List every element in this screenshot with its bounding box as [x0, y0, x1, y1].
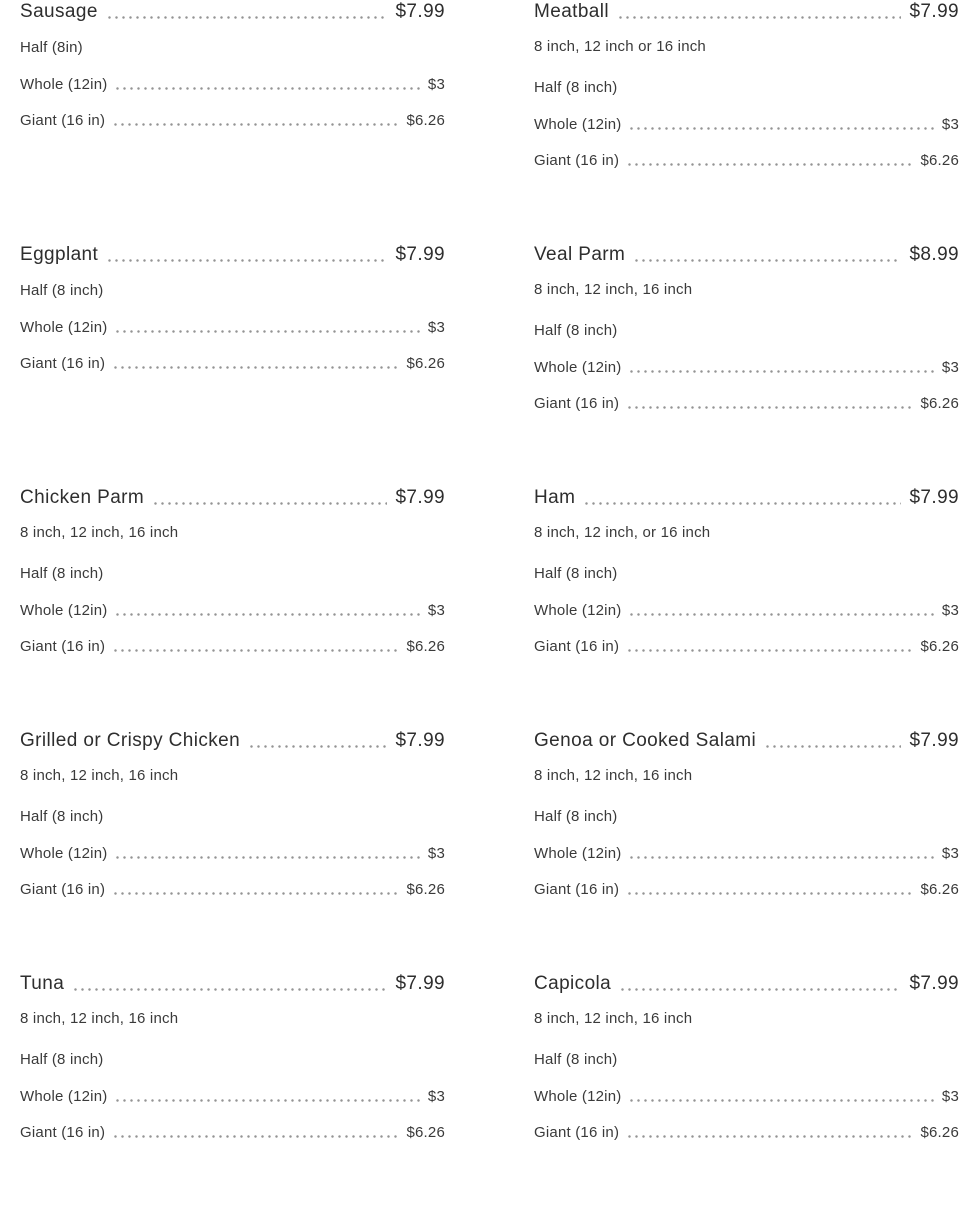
size-option-price: $6.26 [406, 112, 445, 129]
menu-item [534, 486, 959, 729]
menu-item-header [20, 729, 445, 753]
size-option-row [534, 564, 959, 583]
dotted-leader [112, 366, 399, 369]
menu-item-name: Sausage [20, 1, 98, 22]
menu-item [20, 243, 445, 486]
size-option-row [20, 75, 445, 94]
menu-item-price: $7.99 [395, 1, 445, 22]
size-option-price: $6.26 [406, 355, 445, 372]
dotted-leader [152, 502, 387, 505]
size-option-label: Half (8 inch) [20, 1051, 104, 1068]
size-option-row [20, 807, 445, 826]
dotted-leader [626, 406, 913, 409]
menu-item-options [534, 78, 959, 170]
size-option-price: $6.26 [920, 638, 959, 655]
size-option-row [20, 844, 445, 863]
menu-item-name: Capicola [534, 973, 612, 994]
menu-item [534, 729, 959, 972]
size-option-price: $3 [941, 359, 959, 376]
menu-item-sizes-subtitle: 8 inch, 12 inch, or 16 inch [534, 524, 711, 541]
size-option-label: Giant (16 in) [20, 1124, 106, 1141]
size-option-label: Half (8 inch) [534, 1051, 618, 1068]
dotted-leader [112, 892, 399, 895]
size-option-label: Whole (12in) [20, 76, 108, 93]
size-option-label: Half (8 inch) [20, 565, 104, 582]
dotted-leader [114, 613, 420, 616]
menu-item-sizes-subtitle: 8 inch, 12 inch, 16 inch [20, 524, 179, 541]
dotted-leader [106, 16, 388, 19]
size-option-label: Whole (12in) [534, 359, 622, 376]
size-option-label: Half (8 inch) [20, 282, 104, 299]
size-option-row [20, 1123, 445, 1142]
size-option-label: Half (8 inch) [534, 808, 618, 825]
menu-item-header [20, 243, 445, 267]
menu-item-name: Tuna [20, 973, 65, 994]
dotted-leader [626, 163, 913, 166]
menu-item-options [20, 1050, 445, 1142]
size-option-label: Half (8 inch) [534, 79, 618, 96]
size-option-label: Giant (16 in) [534, 638, 620, 655]
menu-item-name: Eggplant [20, 244, 99, 265]
menu-item-options [20, 564, 445, 656]
size-option-row [20, 880, 445, 899]
menu-item-price: $7.99 [909, 730, 959, 751]
menu-item-options [20, 807, 445, 899]
size-option-label: Half (8 inch) [20, 808, 104, 825]
menu-item-options [20, 38, 445, 130]
menu-item-name: Chicken Parm [20, 487, 145, 508]
size-option-label: Whole (12in) [20, 1088, 108, 1105]
size-option-label: Giant (16 in) [20, 112, 106, 129]
size-option-row [534, 321, 959, 340]
size-option-label: Half (8in) [20, 39, 83, 56]
size-option-label: Giant (16 in) [534, 881, 620, 898]
menu-item-name: Ham [534, 487, 576, 508]
menu-item-price: $7.99 [395, 487, 445, 508]
menu-item [20, 972, 445, 1215]
menu-item-price: $7.99 [395, 973, 445, 994]
size-option-price: $6.26 [920, 1124, 959, 1141]
menu-item-price: $7.99 [395, 244, 445, 265]
size-option-row [534, 601, 959, 620]
menu-item-sizes-subtitle: 8 inch, 12 inch, 16 inch [534, 767, 693, 784]
menu-item-sizes-subtitle: 8 inch, 12 inch, 16 inch [534, 281, 693, 298]
size-option-label: Whole (12in) [20, 845, 108, 862]
menu-item-sizes-subtitle: 8 inch, 12 inch, 16 inch [20, 1010, 179, 1027]
size-option-row [20, 111, 445, 130]
dotted-leader [628, 1099, 934, 1102]
menu-item-price: $7.99 [395, 730, 445, 751]
size-option-label: Whole (12in) [534, 116, 622, 133]
size-option-price: $6.26 [920, 395, 959, 412]
menu-item-header [20, 486, 445, 510]
size-option-row [20, 1050, 445, 1069]
dotted-leader [114, 856, 420, 859]
menu-item-name: Genoa or Cooked Salami [534, 730, 757, 751]
size-option-label: Whole (12in) [534, 602, 622, 619]
size-option-row [534, 394, 959, 413]
menu-item-header [534, 729, 959, 753]
size-option-label: Giant (16 in) [534, 1124, 620, 1141]
size-option-price: $3 [427, 319, 445, 336]
menu-item-price: $7.99 [909, 487, 959, 508]
size-option-label: Giant (16 in) [20, 638, 106, 655]
size-option-label: Half (8 inch) [534, 565, 618, 582]
size-option-label: Giant (16 in) [20, 881, 106, 898]
size-option-label: Whole (12in) [534, 845, 622, 862]
size-option-price: $3 [427, 1088, 445, 1105]
menu-item-sizes-subtitle: 8 inch, 12 inch or 16 inch [534, 38, 706, 55]
size-option-price: $6.26 [406, 638, 445, 655]
menu-item-header [534, 486, 959, 510]
menu-item [534, 243, 959, 486]
size-option-label: Half (8 inch) [534, 322, 618, 339]
menu-item-options [534, 807, 959, 899]
dotted-leader [628, 127, 934, 130]
dotted-leader [628, 370, 934, 373]
menu-item [20, 0, 445, 243]
dotted-leader [628, 856, 934, 859]
dotted-leader [626, 892, 913, 895]
dotted-leader [114, 87, 420, 90]
size-option-price: $3 [941, 845, 959, 862]
menu-item [20, 729, 445, 972]
size-option-label: Whole (12in) [20, 602, 108, 619]
size-option-row [20, 38, 445, 57]
size-option-label: Whole (12in) [20, 319, 108, 336]
size-option-row [534, 844, 959, 863]
size-option-label: Giant (16 in) [534, 395, 620, 412]
dotted-leader [72, 988, 387, 991]
menu-item-price: $7.99 [909, 1, 959, 22]
menu-item-options [20, 281, 445, 373]
menu-item-name: Veal Parm [534, 244, 626, 265]
size-option-row [534, 1087, 959, 1106]
size-option-row [534, 807, 959, 826]
dotted-leader [617, 16, 901, 19]
dotted-leader [114, 1099, 420, 1102]
size-option-label: Giant (16 in) [534, 152, 620, 169]
size-option-row [534, 880, 959, 899]
size-option-row [20, 601, 445, 620]
menu-item-price: $8.99 [909, 244, 959, 265]
size-option-row [534, 358, 959, 377]
menu-item-sizes-subtitle: 8 inch, 12 inch, 16 inch [20, 767, 179, 784]
dotted-leader [764, 745, 901, 748]
size-option-row [534, 1050, 959, 1069]
dotted-leader [626, 649, 913, 652]
menu-item [534, 0, 959, 243]
menu-item [20, 486, 445, 729]
menu-item-options [534, 1050, 959, 1142]
dotted-leader [114, 330, 420, 333]
size-option-row [534, 151, 959, 170]
dotted-leader [112, 1135, 399, 1138]
menu-item-name: Grilled or Crispy Chicken [20, 730, 241, 751]
menu-item-header [534, 0, 959, 24]
size-option-price: $3 [941, 116, 959, 133]
size-option-row [20, 354, 445, 373]
dotted-leader [619, 988, 901, 991]
size-option-price: $3 [427, 602, 445, 619]
dotted-leader [628, 613, 934, 616]
size-option-price: $3 [941, 1088, 959, 1105]
size-option-label: Whole (12in) [534, 1088, 622, 1105]
dotted-leader [248, 745, 387, 748]
dotted-leader [583, 502, 901, 505]
size-option-row [20, 564, 445, 583]
size-option-row [534, 1123, 959, 1142]
menu-item-header [534, 972, 959, 996]
dotted-leader [106, 259, 387, 262]
size-option-row [20, 1087, 445, 1106]
menu-item-options [534, 564, 959, 656]
size-option-label: Giant (16 in) [20, 355, 106, 372]
menu-item-sizes-subtitle: 8 inch, 12 inch, 16 inch [534, 1010, 693, 1027]
menu-item-header [534, 243, 959, 267]
size-option-price: $6.26 [406, 1124, 445, 1141]
size-option-row [20, 637, 445, 656]
size-option-row [20, 281, 445, 300]
size-option-row [534, 637, 959, 656]
size-option-price: $3 [427, 845, 445, 862]
menu-item-options [534, 321, 959, 413]
size-option-price: $3 [941, 602, 959, 619]
menu-item [534, 972, 959, 1215]
menu-item-header [20, 0, 445, 24]
menu-item-header [20, 972, 445, 996]
size-option-row [534, 78, 959, 97]
size-option-row [534, 115, 959, 134]
size-option-price: $3 [427, 76, 445, 93]
size-option-price: $6.26 [920, 881, 959, 898]
size-option-price: $6.26 [406, 881, 445, 898]
menu-item-price: $7.99 [909, 973, 959, 994]
dotted-leader [112, 123, 399, 126]
size-option-price: $6.26 [920, 152, 959, 169]
menu-item-name: Meatball [534, 1, 610, 22]
dotted-leader [112, 649, 399, 652]
dotted-leader [626, 1135, 913, 1138]
size-option-row [20, 318, 445, 337]
dotted-leader [633, 259, 901, 262]
